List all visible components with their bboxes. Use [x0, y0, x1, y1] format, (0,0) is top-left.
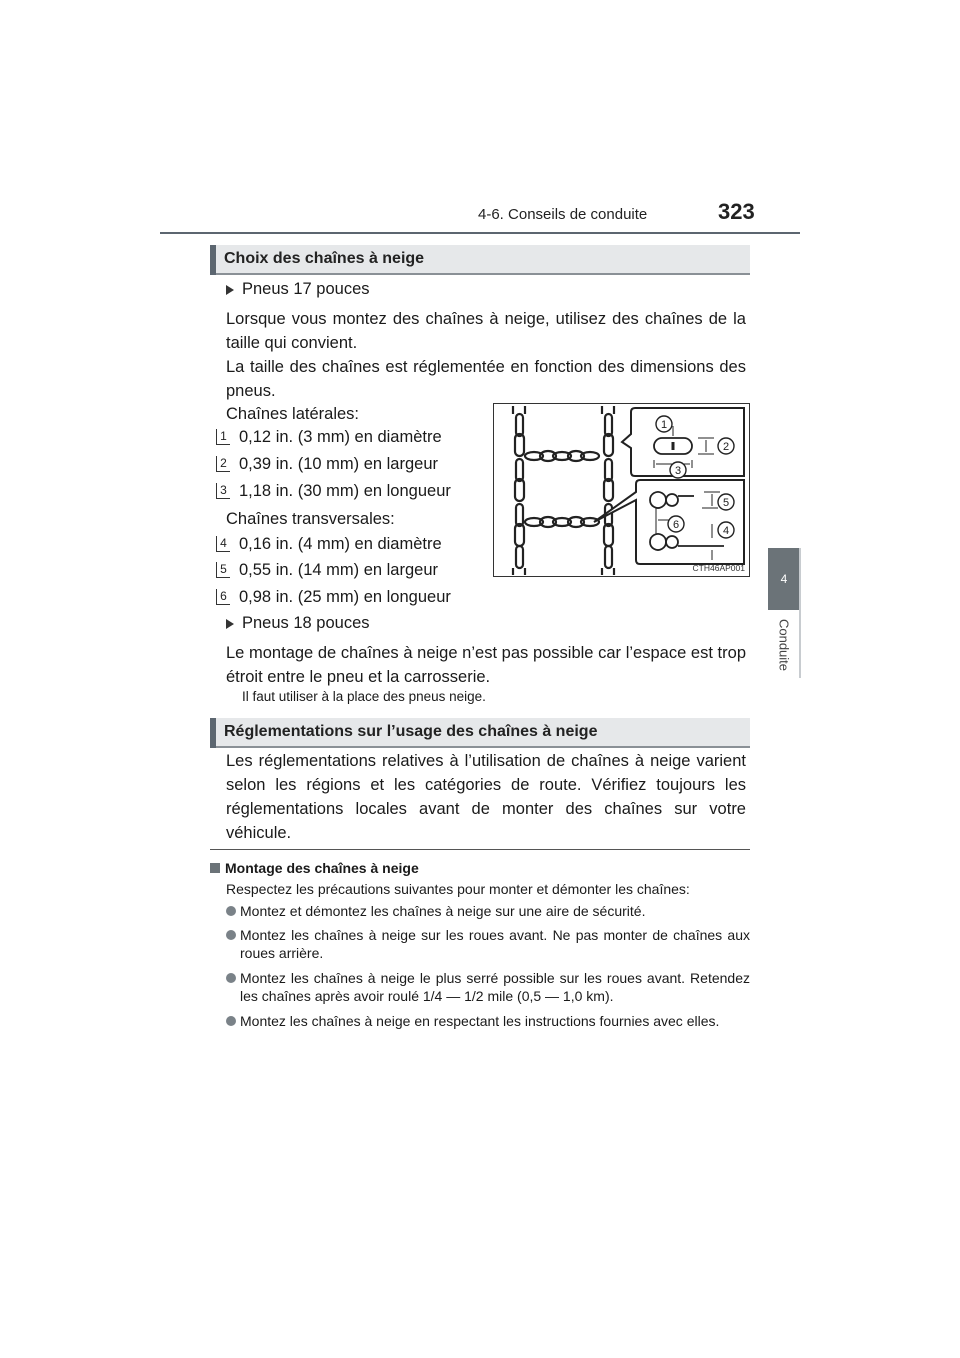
- tire-18-note: Il faut utiliser à la place des pneus neige.: [242, 689, 486, 704]
- spec-text: 0,16 in. (4 mm) en diamètre: [239, 535, 442, 553]
- list-item-text: Montez les chaînes à neige en respectant les instructions fournies avec elles.: [240, 1013, 720, 1029]
- bullet-dot-icon: [226, 906, 236, 916]
- spec-row: [216, 588, 451, 607]
- list-item-text: Montez et démontez les chaînes à neige sur une aire de sécurité.: [240, 903, 646, 919]
- bullet-dot-icon: [226, 1016, 236, 1026]
- callout-number: 5: [216, 562, 230, 578]
- list-item-text: Montez les chaînes à neige le plus serré possible sur les roues avant. Retendez les chaînes après avoir roulé 1/4 — 1/2 mile (0,5 — 1,0 km).: [240, 970, 750, 1004]
- list-item: [210, 926, 750, 964]
- chapter-tab-bar: [799, 548, 801, 678]
- callout-number: 2: [216, 456, 230, 472]
- divider-rule: [210, 849, 750, 850]
- header-rule: [160, 232, 800, 234]
- spec-text: 0,55 in. (14 mm) en largeur: [239, 561, 439, 579]
- spec-row: [216, 482, 451, 501]
- tire-17-label: [226, 280, 370, 299]
- spec-text: 0,12 in. (3 mm) en diamètre: [239, 428, 442, 446]
- tire-18-label: [226, 614, 370, 633]
- spec-text: 0,98 in. (25 mm) en longueur: [239, 588, 451, 606]
- list-item: [210, 902, 750, 922]
- figure-callout: 2: [722, 441, 730, 453]
- callout-number: 4: [216, 536, 230, 552]
- notes-heading-text: Montage des chaînes à neige: [225, 860, 419, 876]
- spec-row: [216, 535, 442, 554]
- square-bullet-icon: [210, 863, 220, 873]
- notes-heading: [210, 860, 419, 876]
- page-number: 323: [718, 199, 755, 224]
- callout-number: 6: [216, 589, 230, 605]
- section-heading-text: Réglementations sur l’usage des chaînes à neige: [224, 723, 598, 740]
- tire-17-text: Pneus 17 pouces: [242, 280, 370, 298]
- figure-callout: 6: [672, 519, 680, 531]
- heading-bar: [210, 245, 216, 275]
- bullet-dot-icon: [226, 973, 236, 983]
- figure-callout: 3: [674, 465, 682, 477]
- spec-row: [216, 455, 438, 474]
- spec-row: [216, 561, 438, 580]
- chapter-tab-label: [770, 610, 798, 680]
- callout-number: 3: [216, 483, 230, 499]
- section-heading-regulations: [210, 718, 750, 748]
- section-heading-snow-chains-choice: [210, 245, 750, 275]
- snow-chain-illustration: [494, 404, 749, 576]
- tire-18-paragraph: Le montage de chaînes à neige n’est pas possible car l’espace est trop étroit entre le pneu et la carrosserie.: [226, 644, 746, 686]
- intro-paragraph: Lorsque vous montez des chaînes à neige, utilisez des chaînes de la taille qui convient.: [226, 310, 746, 352]
- arrow-bullet-icon: [226, 285, 234, 295]
- list-item-text: Montez les chaînes à neige sur les roues avant. Ne pas monter de chaînes aux roues arrière.: [240, 927, 750, 961]
- callout-number: 1: [216, 429, 230, 445]
- figure-code: CTH46AP001: [692, 563, 745, 573]
- section-heading-text: Choix des chaînes à neige: [224, 250, 425, 267]
- figure-callout: 1: [660, 419, 668, 431]
- notes-intro: Respectez les précautions suivantes pour monter et démonter les chaînes:: [226, 881, 690, 897]
- spec-row: [216, 428, 442, 447]
- list-item: [210, 969, 750, 1007]
- regulations-paragraph: Les réglementations relatives à l’utilisation de chaînes à neige varient selon les régions et les catégories de route. Vérifiez toujours les réglementations locales avant de monter des chaînes sur votre véhicule.: [226, 752, 746, 842]
- side-chains-title: Chaînes latérales:: [226, 405, 359, 423]
- list-item: [210, 1012, 750, 1050]
- tire-18-text: Pneus 18 pouces: [242, 614, 370, 632]
- arrow-bullet-icon: [226, 619, 234, 629]
- section-breadcrumb: 4-6. Conseils de conduite: [478, 206, 648, 223]
- intro-paragraph-2: La taille des chaînes est réglementée en fonction des dimensions des pneus.: [226, 358, 746, 400]
- cross-chains-title: Chaînes transversales:: [226, 510, 395, 528]
- figure-callout: 4: [722, 525, 730, 537]
- bullet-dot-icon: [226, 930, 236, 940]
- snow-chain-diagram: [493, 403, 750, 577]
- spec-text: 0,39 in. (10 mm) en largeur: [239, 455, 439, 473]
- chapter-tab-label-text: Conduite: [776, 618, 792, 672]
- chapter-tab-number: 4: [768, 548, 800, 610]
- spec-text: 1,18 in. (30 mm) en longueur: [239, 482, 451, 500]
- heading-bar: [210, 718, 216, 748]
- figure-callout: 5: [722, 497, 730, 509]
